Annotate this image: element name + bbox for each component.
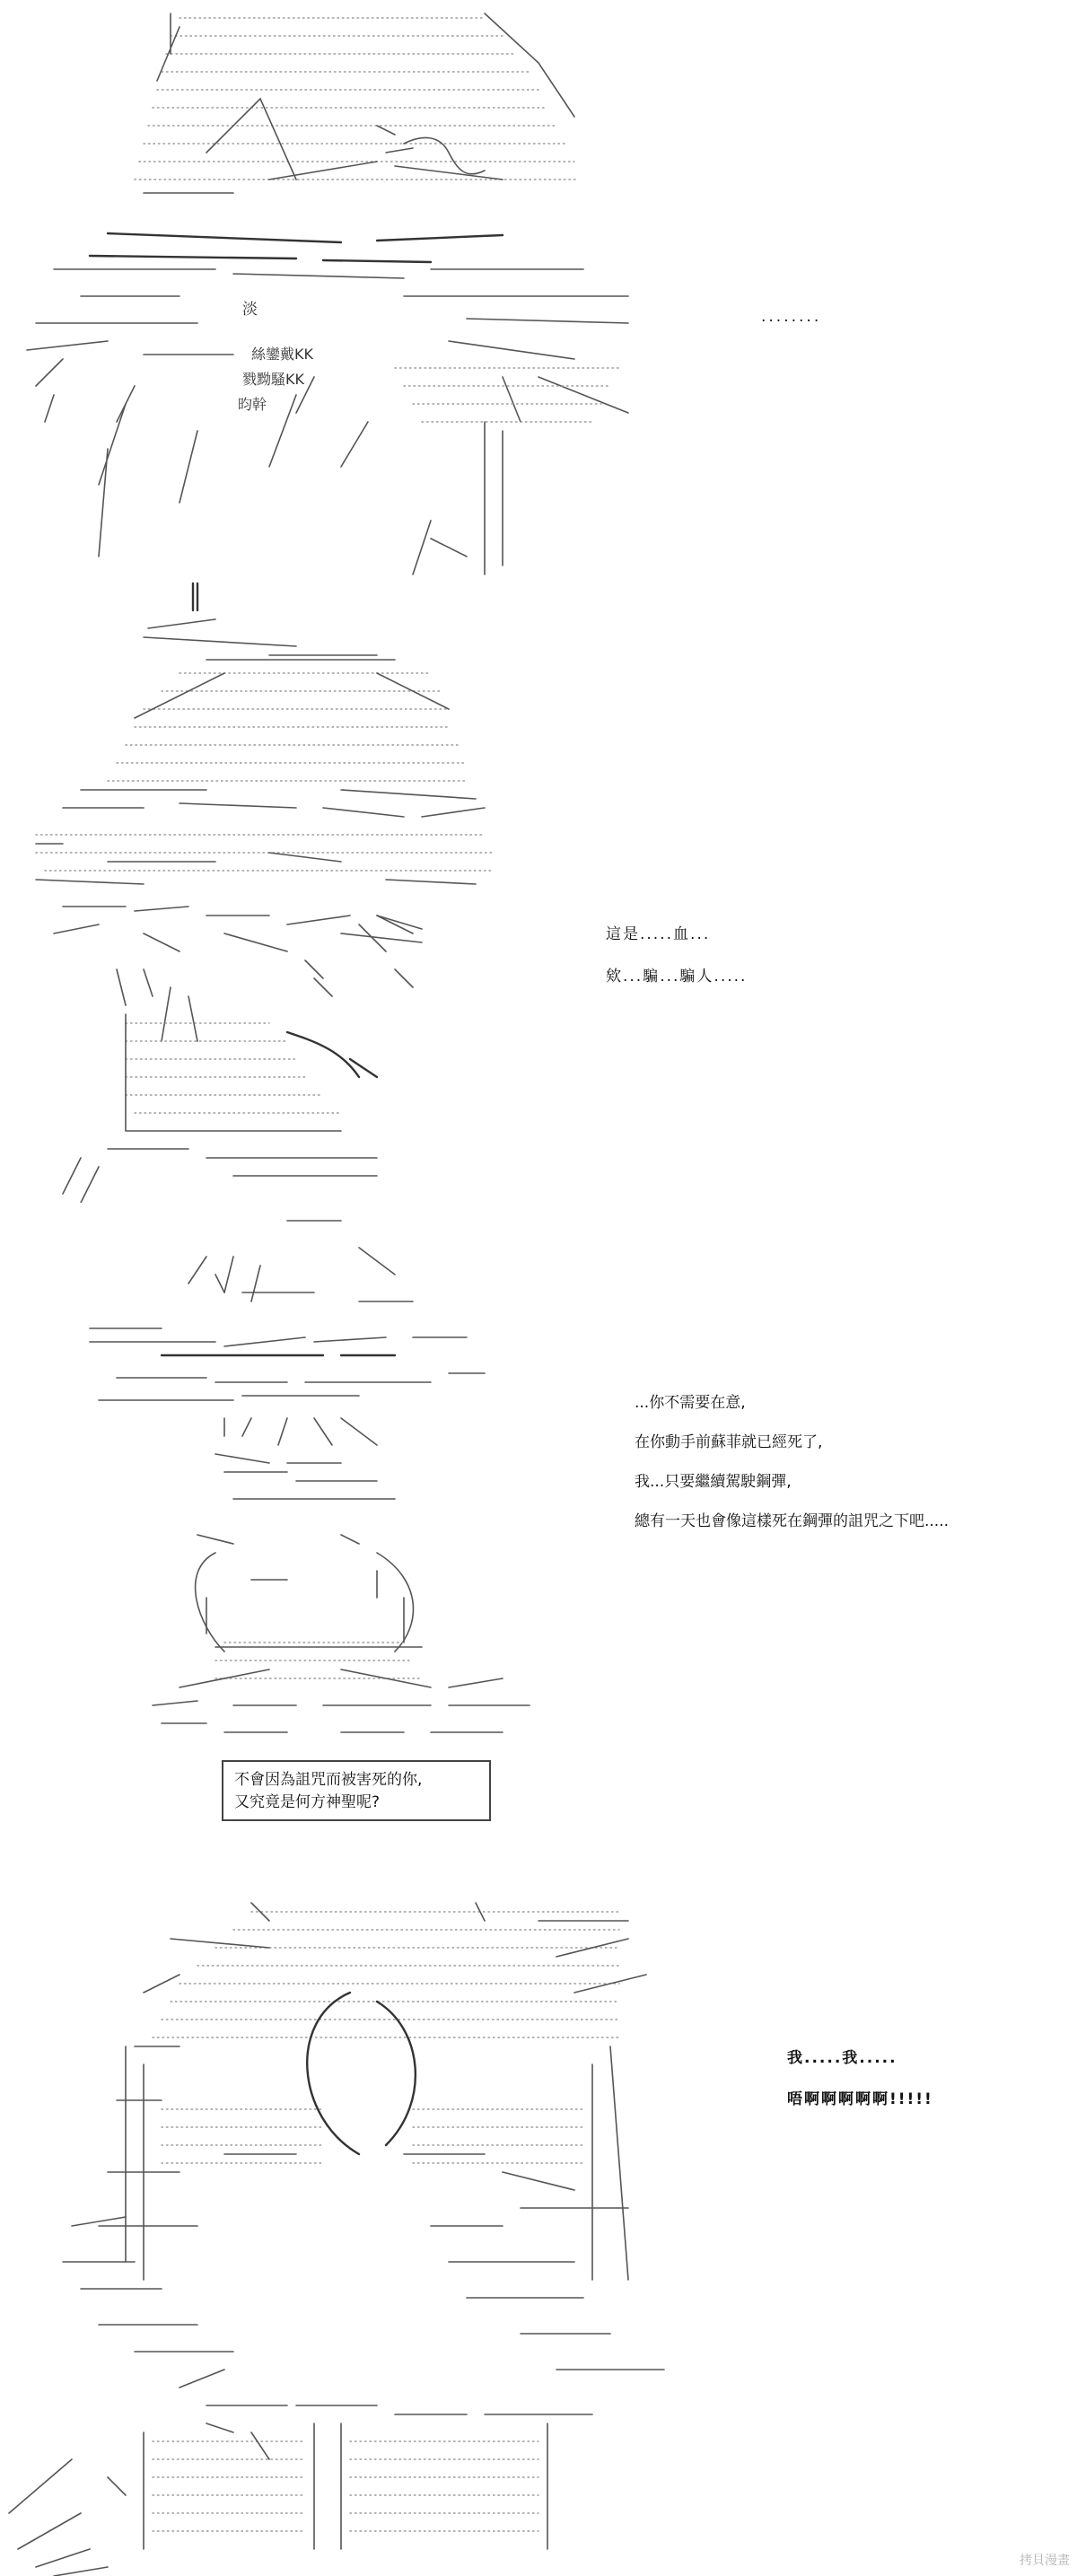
art-glyph-1: 淡 (242, 301, 258, 319)
dialog-scream: 唔啊啊啊啊啊!!!!! (787, 2090, 933, 2108)
dialog-curse-of-gundam: 總有一天也會像這樣死在鋼彈的詛咒之下吧..... (635, 1512, 950, 1530)
dialog-keep-piloting: 我...只要繼續駕駛鋼彈, (635, 1473, 792, 1491)
dialog-sophie-dead: 在你動手前蘇菲就已經死了, (635, 1433, 823, 1451)
watermark: 拷貝漫畫 (1020, 2554, 1070, 2568)
narration-box (222, 1760, 491, 1821)
panel-3 (0, 1203, 1077, 1759)
ascii-art-screaming-figure (0, 1885, 1077, 2576)
narration-line-2: 又究竟是何方神聖呢? (234, 1793, 381, 1811)
ascii-art-shadowed-figure (0, 1203, 1077, 1759)
art-glyph-4: 昀幹 (238, 396, 267, 413)
caption-ellipsis: ........ (761, 308, 822, 326)
panel-4 (0, 1885, 1077, 2576)
dialog-i-i: 我.....我..... (787, 2049, 898, 2067)
dialog-blood: 這是.....血... (606, 925, 711, 943)
ascii-art-bleeding-face (0, 574, 1077, 1203)
narration-line-1: 不會因為詛咒而被害死的你, (234, 1771, 423, 1789)
art-glyph-2: 絲鑾戴KK (251, 346, 313, 363)
panel-2 (0, 574, 1077, 1203)
art-glyph-3: 戮黝騷KK (242, 371, 304, 388)
ascii-art-figure-back (0, 0, 1077, 592)
dialog-no-worry: ...你不需要在意, (635, 1394, 746, 1412)
dialog-lie: 欸...騙...騙人..... (606, 968, 748, 986)
panel-1 (0, 0, 1077, 592)
